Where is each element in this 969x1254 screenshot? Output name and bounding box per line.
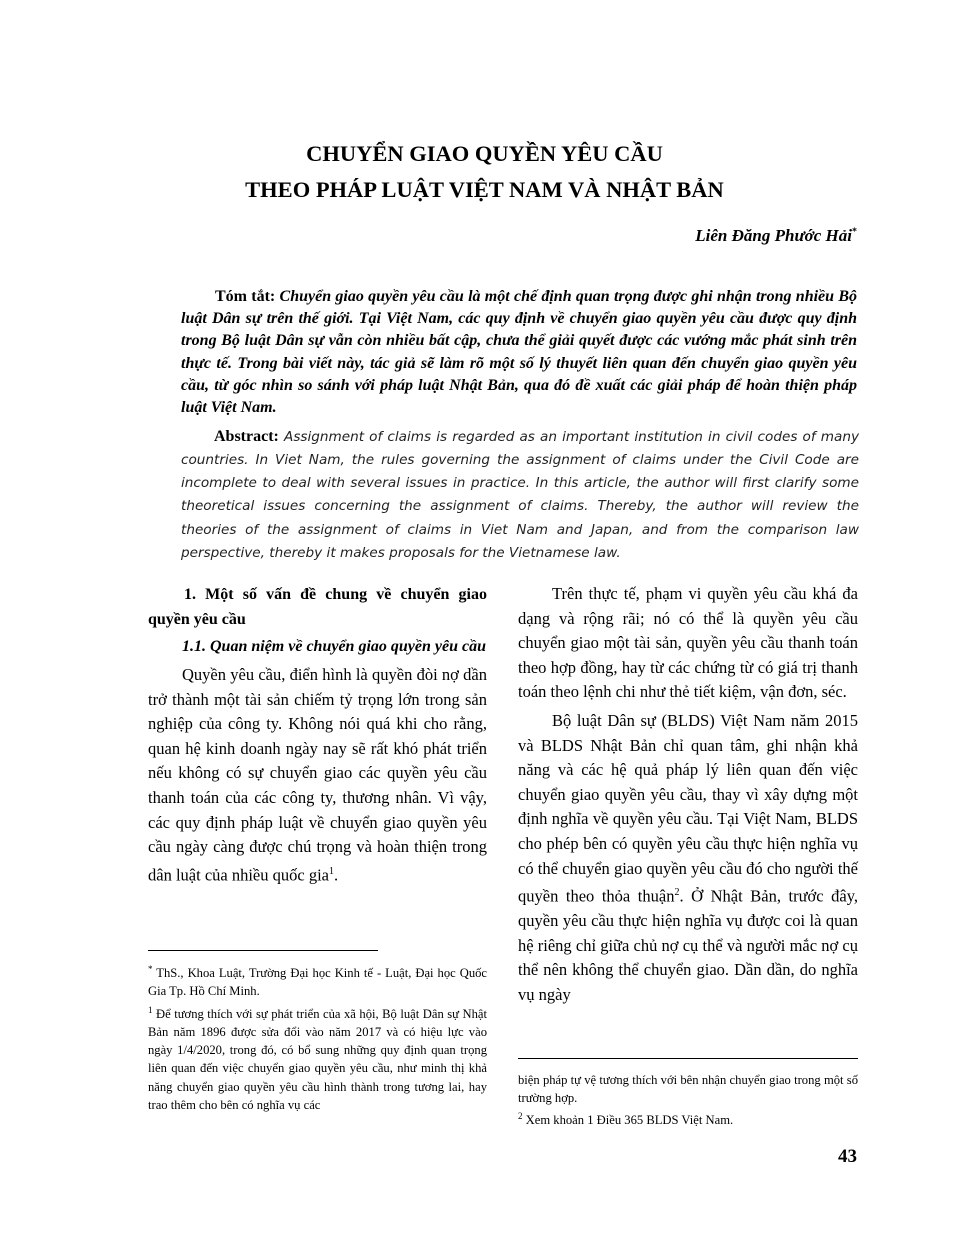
right-paragraph-2-text: Bộ luật Dân sự (BLDS) Việt Nam năm 2015 và BLDS Nhật Bản chỉ quan tâm, ghi nhận khả năng và các hệ quả pháp lý liên quan đến việc chuyển giao quyền yêu cầu, thay vì xây dựng một định nghĩa về quyền yêu cầu. Tại Việt Nam, BLDS cho phép bên có quyền yêu cầu thực hiện nghĩa vụ có thể chuyển giao quyền yêu cầu đó cho người thế quyền theo thỏa thuận: [518, 710, 858, 906]
english-abstract: [181, 425, 859, 566]
section-1-1-heading: 1.1. Quan niệm về chuyển giao quyền yêu cầu: [182, 638, 486, 655]
footnote-ref-1[interactable]: 1: [328, 865, 334, 877]
left-paragraph-1-text: Quyền yêu cầu, điển hình là quyền đòi nợ dần trở thành một tài sản chiếm tỷ trọng lớn trong sản nghiệp của công ty. Không nói quá khi cho rằng, quan hệ kinh doanh ngày nay sẽ rất khó phát triển nếu không có sự chuyển giao các quyền yêu cầu thanh toán của các công ty, thương nhân. Vì vậy, các quy định pháp luật về chuyển giao quyền yêu cầu ngày càng được chú trọng và hoàn thiện trong dân luật của nhiều quốc gia: [148, 665, 487, 885]
footnote-1: [148, 1001, 487, 1114]
abstract-text: Assignment of claims is regarded as an important institution in civil codes of many countries. In Viet Nam, the rules governing the assignment of claims under the Civil Code are incomplete to deal with several issues in practice. In this article, the author will first clarify some theoretical issues concerning the assignment of claims. Thereby, the author will review the theories of the assignment of claims in Viet Nam and Japan, and from the comparison law perspective, thereby it makes proposals for the Vietnamese law.: [181, 428, 860, 562]
left-paragraph-1-end: .: [333, 865, 339, 885]
section-1-heading: 1. Một số vấn đề chung về chuyển giao quyền yêu cầu: [148, 586, 487, 628]
footnote-1-text: Để tương thích với sự phát triển của xã hội, Bộ luật Dân sự Nhật Bản năm 1896 được sửa đổi vào năm 2017 và có hiệu lực vào ngày 1/4/2020, trong đó, có bổ sung những quy định quan trọng liên quan đến việc chuyển giao quyền yêu cầu, như minh thị khả năng chuyển giao quyền yêu cầu hình thành trong tương lai, hay trao thêm cho bên có nghĩa vụ các: [148, 1006, 487, 1112]
footnote-author: [148, 960, 487, 1001]
footnote-1-mark: 1: [148, 1004, 153, 1015]
summary-text: Chuyển giao quyền yêu cầu là một chế định quan trọng được ghi nhận trong nhiều Bộ luật Dân sự trên thế giới. Tại Việt Nam, các quy định về chuyển giao quyền yêu cầu được quy định trong Bộ luật Dân sự vẫn còn nhiều bất cập, chưa thể giải quyết được các vướng mắc phát sinh trên thực tế. Trong bài viết này, tác giả sẽ làm rõ một số lý thuyết liên quan đến chuyển giao quyền yêu cầu, từ góc nhìn so sánh với pháp luật Nhật Bản, qua đó đề xuất các giải pháp để hoàn thiện pháp luật Việt Nam.: [181, 288, 857, 417]
footnote-1-continued: biện pháp tự vệ tương thích với bên nhận chuyển giao trong một số trường hợp.: [518, 1073, 858, 1106]
right-paragraph-1: Trên thực tế, phạm vi quyền yêu cầu khá đa dạng và rộng rãi; nó có thể là quyền yêu cầu chuyển giao một tài sản, quyền yêu cầu thanh toán theo hợp đồng, hay từ các chứng từ có giá trị thanh toán theo lệnh chi như thẻ tiết kiệm, vận đơn, séc.: [518, 584, 858, 702]
title-line-2: THEO PHÁP LUẬT VIỆT NAM VÀ NHẬT BẢN: [245, 177, 724, 202]
left-paragraph-1: [148, 663, 487, 888]
footnote-separator-right: [518, 1058, 858, 1059]
footnote-author-mark: *: [148, 964, 153, 974]
footnote-2-text: Xem khoản 1 Điều 365 BLDS Việt Nam.: [525, 1113, 734, 1128]
author-footnote-mark: *: [852, 226, 857, 238]
abstract-label: Abstract:: [214, 427, 279, 445]
page-number: 43: [838, 1146, 857, 1167]
footnotes-left: [148, 960, 487, 1114]
right-paragraph-2: [518, 709, 858, 1008]
left-column: [148, 582, 487, 888]
footnotes-right: [518, 1071, 858, 1130]
right-paragraph-2-rest: . Ở Nhật Bản, trước đây, quyền yêu cầu thực hiện nghĩa vụ được coi là quan hệ riêng chỉ giữa chủ nợ cụ thể và người mắc nợ cụ thể nên không thể chuyển giao. Dần dần, do nghĩa vụ ngày: [518, 886, 859, 1004]
vietnamese-summary: [181, 286, 857, 419]
title-line-1: CHUYỂN GIAO QUYỀN YÊU CẦU: [306, 141, 663, 166]
author: [695, 226, 857, 246]
summary-label: Tóm tắt:: [215, 288, 276, 305]
footnote-author-text: ThS., Khoa Luật, Trường Đại học Kinh tế - Luật, Đại học Quốc Gia Tp. Hồ Chí Minh.: [148, 966, 488, 999]
footnote-ref-2[interactable]: 2: [674, 887, 680, 899]
author-name: Liên Đăng Phước Hải: [695, 226, 852, 245]
right-column: [518, 582, 858, 1008]
footnote-2-mark: 2: [518, 1111, 523, 1122]
footnote-2: [518, 1107, 858, 1129]
article-title: [0, 136, 969, 208]
footnote-separator-left: [148, 950, 378, 951]
